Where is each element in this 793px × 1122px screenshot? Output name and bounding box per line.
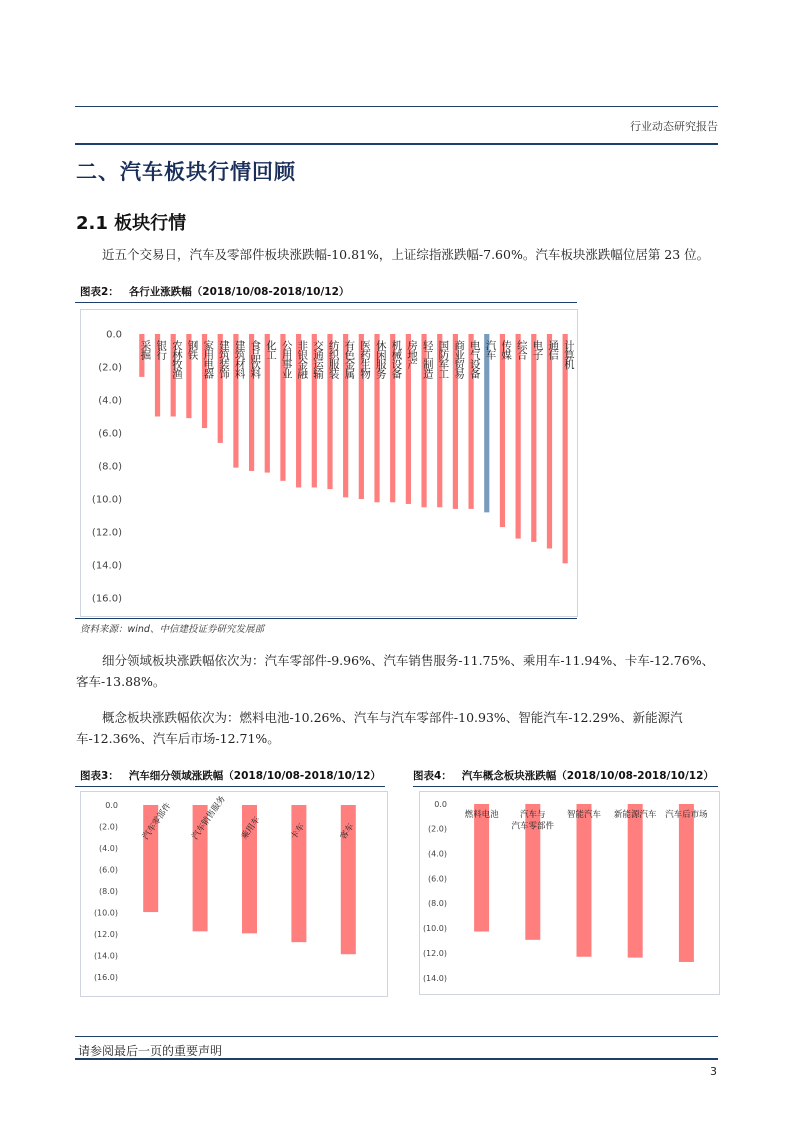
- y-tick-label: 0.0: [106, 329, 122, 341]
- category-label: 公用事业: [280, 340, 293, 378]
- category-label: 汽车后市场: [665, 810, 708, 820]
- y-tick-label: (4.0): [98, 395, 122, 407]
- category-label: 非银金融: [296, 340, 309, 378]
- category-label: 钢铁: [186, 340, 199, 359]
- category-label: 家用电器: [202, 340, 215, 378]
- y-tick-label: (16.0): [91, 593, 122, 605]
- bar-电子: [531, 334, 536, 542]
- category-label: 通信: [547, 340, 560, 359]
- category-label: 国防军工: [437, 340, 450, 378]
- figure4-caption: [413, 768, 714, 783]
- disclaimer-note: 请参阅最后一页的重要声明: [78, 1044, 223, 1058]
- y-tick-label: (2.0): [99, 822, 118, 832]
- y-tick-label: (12.0): [91, 527, 122, 539]
- bar-燃料电池: [474, 804, 489, 932]
- y-tick-label: (6.0): [99, 865, 118, 875]
- category-label: 汽车与: [520, 810, 546, 820]
- category-label: 银行: [155, 340, 168, 359]
- category-label: 乘用车: [239, 815, 263, 842]
- y-tick-label: 0.0: [434, 799, 447, 809]
- report-type-label: 行业动态研究报告: [630, 120, 718, 133]
- category-label: 建筑材料: [233, 340, 246, 378]
- category-label: 化工: [264, 340, 277, 359]
- category-label: 房地产: [406, 340, 419, 369]
- y-tick-label: (2.0): [428, 824, 447, 834]
- y-tick-label: (14.0): [93, 951, 118, 961]
- figure4-rule: [413, 786, 718, 787]
- figure2-number: 图表2：: [80, 286, 119, 298]
- bar-通信: [547, 334, 552, 549]
- figure3-title: 汽车细分领域涨跌幅（2018/10/08-2018/10/12）: [128, 770, 381, 782]
- category-label: 交通运输: [311, 340, 324, 378]
- y-tick-label: (2.0): [98, 362, 122, 374]
- y-tick-label: (12.0): [93, 929, 118, 939]
- paragraph-concepts: 概念板块涨跌幅依次为：燃料电池-10.26%、汽车与汽车零部件-10.93%、智能汽车-12.29%、新能源汽车-12.36%、汽车后市场-12.71%。: [76, 710, 683, 746]
- footer-rule: [75, 1036, 718, 1037]
- category-label: 汽车零部件: [511, 821, 555, 832]
- concepts-chart-frame: [419, 791, 720, 995]
- bar-综合: [516, 334, 521, 539]
- bar-汽车后市场: [679, 804, 694, 962]
- y-tick-label: (6.0): [98, 428, 122, 440]
- figure2-rule: [75, 302, 577, 303]
- category-label: 汽车销售服务: [190, 794, 228, 842]
- y-tick-label: (6.0): [428, 874, 447, 884]
- industry-chart-frame: [80, 309, 578, 617]
- category-label: 汽车零部件: [140, 801, 174, 842]
- category-label: 电气设备: [468, 340, 481, 378]
- bar-新能源汽车: [628, 804, 643, 958]
- y-tick-label: (8.0): [98, 461, 122, 473]
- category-label: 采掘: [139, 340, 152, 359]
- category-label: 轻工制造: [421, 340, 434, 378]
- y-tick-label: (10.0): [422, 924, 447, 934]
- paragraph-segments: 细分领域板块涨跌幅依次为：汽车零部件-9.96%、汽车销售服务-11.75%、乘用车-11.94%、卡车-12.76%、客车-13.88%。: [76, 653, 715, 689]
- figure4-title: 汽车概念板块涨跌幅（2018/10/08-2018/10/12）: [461, 770, 714, 782]
- category-label: 卡车: [289, 822, 308, 842]
- figure4-number: 图表4：: [413, 770, 452, 782]
- category-label: 新能源汽车: [613, 810, 657, 820]
- segments-chart-frame: [80, 791, 388, 997]
- footer-rule-bottom: [75, 1058, 718, 1060]
- y-tick-label: (8.0): [99, 886, 118, 896]
- category-label: 综合: [515, 340, 528, 359]
- subsection-title: 2.1 板块行情: [76, 213, 187, 234]
- category-label: 电子: [531, 340, 544, 359]
- y-tick-label: (12.0): [422, 948, 447, 958]
- figure3-caption: [80, 768, 381, 783]
- category-label: 计算机: [562, 340, 575, 369]
- header-rule-bottom: [75, 143, 718, 145]
- y-tick-label: (4.0): [99, 843, 118, 853]
- category-label: 商业贸易: [453, 340, 466, 378]
- figure2-title: 各行业涨跌幅（2018/10/08-2018/10/12）: [128, 286, 350, 298]
- category-label: 医药生物: [359, 340, 372, 378]
- industry-chart: [81, 310, 577, 616]
- category-label: 汽车: [484, 340, 497, 359]
- category-label: 农林牧渔: [170, 340, 183, 378]
- y-tick-label: (16.0): [93, 972, 118, 982]
- category-label: 传媒: [500, 340, 513, 359]
- header-rule: [75, 106, 718, 107]
- figure3-number: 图表3：: [80, 770, 119, 782]
- concepts-chart: [420, 792, 719, 994]
- category-label: 机械设备: [390, 340, 403, 378]
- y-tick-label: (14.0): [422, 973, 447, 983]
- bar-传媒: [500, 334, 505, 527]
- category-label: 有色金属: [343, 340, 356, 378]
- category-label: 客车: [338, 822, 357, 842]
- y-tick-label: (10.0): [91, 494, 122, 506]
- y-tick-label: (10.0): [93, 908, 118, 918]
- segments-chart: [81, 792, 387, 996]
- source-note: 资料来源：wind、中信建投证券研究发展部: [80, 624, 264, 635]
- figure3-rule: [75, 786, 385, 787]
- y-tick-label: (14.0): [91, 560, 122, 572]
- source-rule: [75, 618, 577, 619]
- category-label: 建筑装饰: [217, 340, 230, 378]
- bar-汽车: [484, 334, 489, 512]
- figure2-caption: [80, 284, 349, 299]
- bar-智能汽车: [577, 804, 592, 957]
- category-label: 休闲服务: [374, 340, 387, 378]
- category-label: 纺织服装: [327, 340, 340, 378]
- paragraph-summary: 近五个交易日，汽车及零部件板块涨跌幅-10.81%，上证综指涨跌幅-7.60%。汽车板块涨跌幅位居第 23 位。: [102, 247, 710, 262]
- y-tick-label: 0.0: [105, 800, 118, 810]
- page-number: 3: [710, 1065, 717, 1078]
- section-title: 二、汽车板块行情回顾: [76, 160, 296, 184]
- y-tick-label: (4.0): [428, 849, 447, 859]
- y-tick-label: (8.0): [428, 899, 447, 909]
- category-label: 智能汽车: [566, 810, 602, 820]
- category-label: 食品饮料: [249, 340, 262, 378]
- category-label: 燃料电池: [464, 810, 499, 820]
